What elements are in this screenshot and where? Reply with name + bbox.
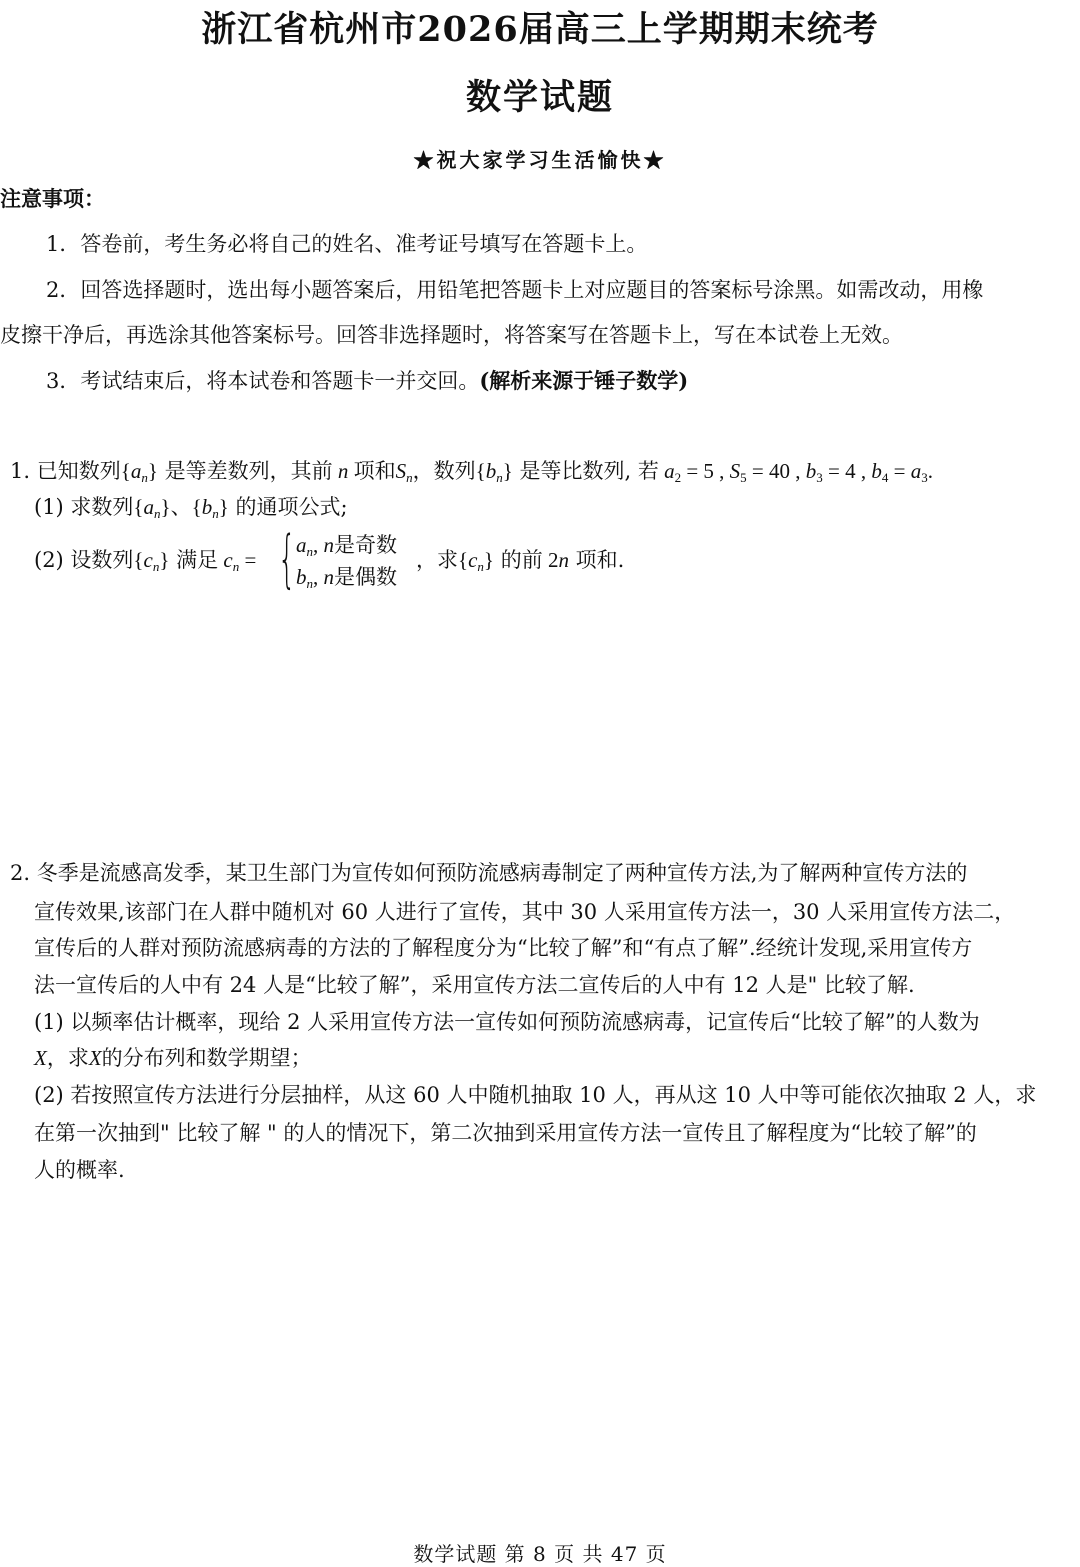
case-even-expr: $b_n$, n bbox=[296, 565, 334, 591]
notice-item-2-line-2: 皮擦干净后，再选涂其他答案标号。回答非选择题时，将答案写在答题卡上，写在本试卷上无效。 bbox=[0, 323, 903, 347]
q1-part-2-tail bbox=[416, 545, 624, 575]
q2-part-1-text: ，求 bbox=[46, 1046, 89, 1070]
seq-a-braces-2: $\{a_n\}$ bbox=[133, 495, 171, 521]
q1-part-2-prefix: (2) 设数列 bbox=[34, 548, 134, 572]
var-X-2: X bbox=[88, 1046, 102, 1070]
notice-item-3 bbox=[46, 366, 688, 396]
var-X: X bbox=[34, 1046, 47, 1070]
q2-part-2-line-3: 人的概率. bbox=[34, 1158, 125, 1182]
exam-slogan: ★祝大家学习生活愉快★ bbox=[413, 148, 667, 172]
q1-part-2-mid: 满足 bbox=[169, 548, 219, 572]
seq-c-braces: $\{c_n\}$ bbox=[133, 548, 170, 574]
q2-part-2-line-1: (2) 若按照宣传方法进行分层抽样，从这 60 人中随机抽取 10 人，再从这 10 人中等可能依次抽取 2 人，求 bbox=[34, 1083, 1037, 1107]
q1-text-4: ，数列 bbox=[412, 459, 476, 483]
source-note: (解析来源于锤子数学) bbox=[479, 368, 689, 393]
q1-part-2-after: ，求 bbox=[416, 548, 458, 572]
q1-part-1-suffix: 的通项公式; bbox=[228, 495, 348, 519]
q1-part-2-term: 项和. bbox=[568, 548, 625, 572]
q1-part-2-suffix: 的前 bbox=[494, 548, 543, 572]
q2-part-1-text-2: 的分布列和数学期望； bbox=[101, 1046, 312, 1070]
q1-part-1-prefix: (1) 求数列 bbox=[34, 495, 134, 519]
q2-line-3: 宣传后的人群对预防流感病毒的方法的了解程度分为“比较了解”和“有点了解”.经统计发现,采用宣传方 bbox=[34, 936, 973, 960]
case-even-label: 是偶数 bbox=[334, 565, 397, 589]
exam-title: 浙江省杭州市2026届高三上学期期末统考 bbox=[201, 9, 879, 50]
q1-text-3: 项和 bbox=[353, 459, 396, 483]
cn-equals: $c_n$ = bbox=[223, 548, 257, 574]
case-odd-expr: $a_n$, n bbox=[296, 533, 334, 559]
q1-text-5: 是等比数列, 若 bbox=[512, 459, 659, 483]
seq-b-braces-2: $\{b_n\}$ bbox=[191, 495, 229, 521]
notice-heading: 注意事项： bbox=[0, 186, 105, 211]
q1-text-1: 已知数列 bbox=[30, 459, 121, 483]
case-odd-label: 是奇数 bbox=[334, 533, 397, 557]
notice-item-1: 1．答卷前，考生务必将自己的姓名、准考证号填写在答题卡上。 bbox=[46, 232, 648, 256]
q2-part-2-line-2: 在第一次抽到" 比较了解 " 的人的情况下，第二次抽到采用宣传方法一宣传且了解程度为“比较了解”的 bbox=[34, 1121, 977, 1145]
q1-stem bbox=[10, 456, 933, 486]
q2-part-1-line-2 bbox=[34, 1043, 312, 1073]
q1-conditions: $a_2 = 5$ , $S_5 = 40$ , $b_3 = 4$ , $b_4 = a_3$. bbox=[664, 459, 933, 485]
q2-line-4: 法一宣传后的人中有 24 人是“比较了解”，采用宣传方法二宣传后的人中有 12 人是" 比较了解. bbox=[34, 973, 915, 997]
seq-b-braces: $\{b_n\}$ bbox=[475, 459, 513, 485]
exam-subtitle: 数学试题 bbox=[465, 77, 614, 118]
q1-number: 1. bbox=[10, 459, 31, 483]
q1-text-2: 是等差数列，其前 bbox=[157, 459, 333, 483]
q2-part-1-line-1: (1) 以频率估计概率，现给 2 人采用宣传方法一宣传如何预防流感病毒，记宣传后“比较了解”的人数为 bbox=[34, 1010, 980, 1034]
var-Sn: $S_n$ bbox=[395, 459, 413, 485]
piecewise-case-odd bbox=[296, 530, 397, 560]
var-2n: 2n bbox=[542, 548, 569, 572]
var-n: n bbox=[332, 459, 354, 483]
q2-line-2: 宣传效果,该部门在人群中随机对 60 人进行了宣传，其中 30 人采用宣传方法一，30 人采用宣传方法二， bbox=[34, 900, 1016, 924]
notice-item-2-line-1: 2．回答选择题时，选出每小题答案后，用铅笔把答题卡上对应题目的答案标号涂黑。如需改动，用橡 bbox=[46, 278, 984, 302]
page-footer: 数学试题 第 8 页 共 47 页 bbox=[413, 1542, 667, 1566]
seq-c-braces-2: $\{c_n\}$ bbox=[458, 548, 495, 574]
q1-part-2 bbox=[34, 545, 256, 575]
seq-a-braces: $\{a_n\}$ bbox=[120, 459, 158, 485]
q1-part-1-sep: 、 bbox=[170, 495, 192, 519]
piecewise-brace: { bbox=[278, 522, 296, 595]
q1-part-1 bbox=[34, 492, 348, 522]
q2-line-1: 2. 冬季是流感高发季，某卫生部门为宣传如何预防流感病毒制定了两种宣传方法,为了解两种宣传方法的 bbox=[10, 861, 968, 885]
notice-item-3-text: 3．考试结束后，将本试卷和答题卡一并交回。 bbox=[46, 369, 480, 393]
piecewise-case-even bbox=[296, 562, 397, 592]
